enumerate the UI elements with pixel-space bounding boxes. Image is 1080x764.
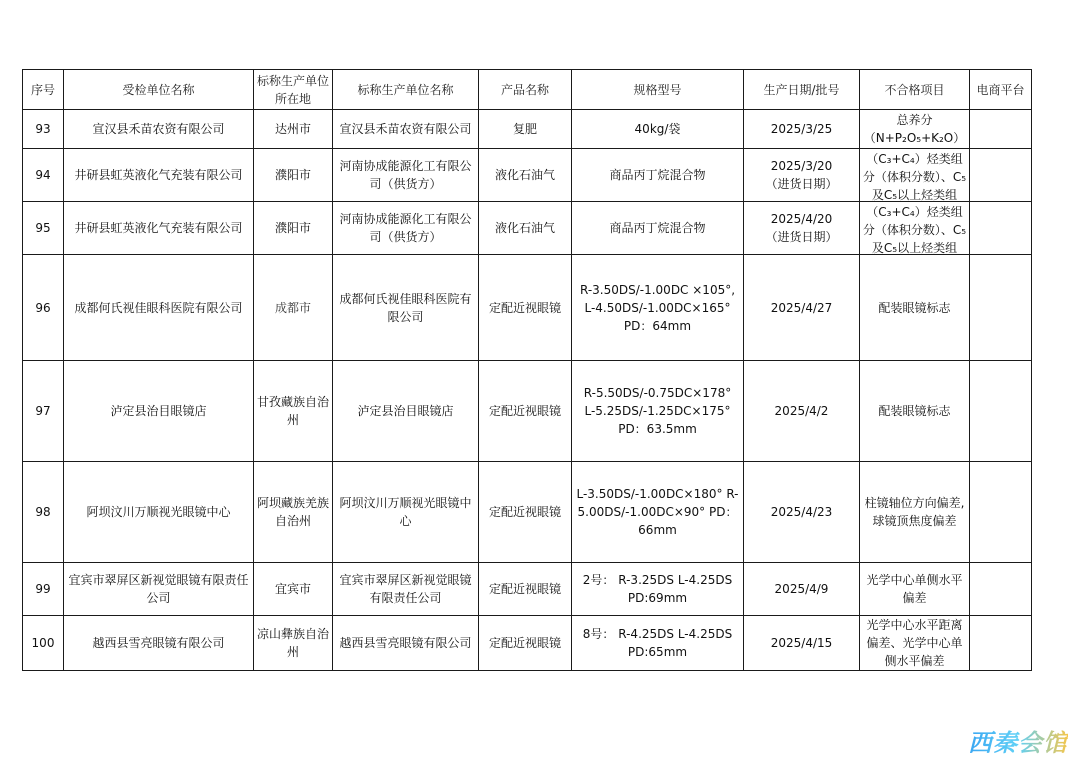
cell-spec xyxy=(572,563,744,616)
cell-seq: 98 xyxy=(23,462,64,563)
cell-spec: 40kg/袋 xyxy=(572,110,744,149)
cell-producer-location: 成都市 xyxy=(254,255,333,361)
cell-producer-location: 阿坝藏族羌族自治州 xyxy=(254,462,333,563)
cell-spec xyxy=(572,462,744,563)
cell-platform xyxy=(970,110,1032,149)
cell-producer-location: 达州市 xyxy=(254,110,333,149)
fail-item-line: 球镜顶焦度偏差 xyxy=(872,514,957,528)
cell-fail-item xyxy=(860,202,970,255)
spec-line: PD：64mm xyxy=(623,318,692,333)
cell-seq: 99 xyxy=(23,563,64,616)
cell-spec xyxy=(572,616,744,671)
spec-line: PD:69mm xyxy=(627,591,688,605)
cell-producer-name: 宣汉县禾苗农资有限公司 xyxy=(333,110,479,149)
fail-item-text: （C₃+C₄）烃类组分（体积分数）、C₅及C₅以上烃类组 xyxy=(862,151,967,201)
cell-product: 复肥 xyxy=(479,110,572,149)
table-row xyxy=(23,361,1032,462)
cell-spec: 商品丙丁烷混合物 xyxy=(572,202,744,255)
header-seq: 序号 xyxy=(23,70,64,110)
cell-platform xyxy=(970,462,1032,563)
spec-line: R-3.50DS/-1.00DC ×105°, xyxy=(579,282,736,297)
spec-line: 8号： R-4.25DS L-4.25DS xyxy=(582,627,733,641)
cell-inspected-unit: 越西县雪亮眼镜有限公司 xyxy=(64,616,254,671)
cell-date: 2025/3/25 xyxy=(744,110,860,149)
cell-fail-item: 光学中心水平距离偏差、光学中心单侧水平偏差 xyxy=(860,616,970,671)
header-fail-item: 不合格项目 xyxy=(860,70,970,110)
header-inspected-unit: 受检单位名称 xyxy=(64,70,254,110)
cell-producer-name: 河南协成能源化工有限公司（供货方） xyxy=(333,149,479,202)
table-row xyxy=(23,202,1032,255)
cell-seq: 97 xyxy=(23,361,64,462)
table-row xyxy=(23,255,1032,361)
cell-seq: 95 xyxy=(23,202,64,255)
spec-line: L-3.50DS/-1.00DC×180° R- xyxy=(576,487,739,501)
cell-producer-location: 宜宾市 xyxy=(254,563,333,616)
cell-fail-item: 配装眼镜标志 xyxy=(860,255,970,361)
cell-inspected-unit: 宜宾市翠屏区新视觉眼镜有限责任公司 xyxy=(64,563,254,616)
header-producer-name: 标称生产单位名称 xyxy=(333,70,479,110)
cell-spec: 商品丙丁烷混合物 xyxy=(572,149,744,202)
watermark-logo: 西秦会馆 xyxy=(968,723,1068,758)
cell-platform xyxy=(970,255,1032,361)
header-platform: 电商平台 xyxy=(970,70,1032,110)
inspection-results-table xyxy=(22,69,1032,671)
header-spec: 规格型号 xyxy=(572,70,744,110)
cell-producer-location: 凉山彝族自治州 xyxy=(254,616,333,671)
cell-fail-item xyxy=(860,149,970,202)
cell-inspected-unit: 宣汉县禾苗农资有限公司 xyxy=(64,110,254,149)
cell-product: 定配近视眼镜 xyxy=(479,255,572,361)
cell-seq: 96 xyxy=(23,255,64,361)
cell-producer-name: 成都何氏视佳眼科医院有限公司 xyxy=(333,255,479,361)
cell-date xyxy=(744,149,860,202)
header-product: 产品名称 xyxy=(479,70,572,110)
cell-producer-location: 濮阳市 xyxy=(254,149,333,202)
cell-fail-item xyxy=(860,462,970,563)
table-row xyxy=(23,149,1032,202)
fail-item-line: （N+P₂O₅+K₂O） xyxy=(863,131,966,145)
cell-date: 2025/4/15 xyxy=(744,616,860,671)
cell-producer-name: 河南协成能源化工有限公司（供货方） xyxy=(333,202,479,255)
cell-date: 2025/4/9 xyxy=(744,563,860,616)
cell-product: 液化石油气 xyxy=(479,149,572,202)
fail-item-text: （C₃+C₄）烃类组分（体积分数）、C₅及C₅以上烃类组 xyxy=(862,204,967,254)
spec-line: R-5.50DS/-0.75DC×178° xyxy=(583,386,732,400)
cell-inspected-unit: 成都何氏视佳眼科医院有限公司 xyxy=(64,255,254,361)
cell-seq: 100 xyxy=(23,616,64,671)
table-row xyxy=(23,110,1032,149)
cell-date xyxy=(744,202,860,255)
cell-platform xyxy=(970,361,1032,462)
spec-line: 66mm xyxy=(638,523,677,537)
spec-line: 2号： R-3.25DS L-4.25DS xyxy=(582,573,733,587)
cell-date: 2025/4/23 xyxy=(744,462,860,563)
cell-seq: 93 xyxy=(23,110,64,149)
spec-line: PD:65mm xyxy=(627,645,688,659)
date-note: （进货日期） xyxy=(765,177,838,191)
spec-line: 5.00DS/-1.00DC×90° PD： xyxy=(577,505,738,519)
date-line: 2025/3/20 xyxy=(770,159,833,173)
cell-fail-item: 光学中心单侧水平偏差 xyxy=(860,563,970,616)
header-date: 生产日期/批号 xyxy=(744,70,860,110)
cell-producer-location: 濮阳市 xyxy=(254,202,333,255)
cell-producer-name: 泸定县治目眼镜店 xyxy=(333,361,479,462)
date-line: 2025/4/20 xyxy=(770,212,833,226)
cell-date: 2025/4/2 xyxy=(744,361,860,462)
cell-fail-item xyxy=(860,110,970,149)
table-row xyxy=(23,462,1032,563)
cell-producer-name: 阿坝汶川万顺视光眼镜中心 xyxy=(333,462,479,563)
cell-fail-item: 配装眼镜标志 xyxy=(860,361,970,462)
cell-seq: 94 xyxy=(23,149,64,202)
spec-line: L-5.25DS/-1.25DC×175° xyxy=(584,404,731,418)
cell-product: 液化石油气 xyxy=(479,202,572,255)
cell-platform xyxy=(970,616,1032,671)
fail-item-line: 柱镜轴位方向偏差, xyxy=(864,496,965,510)
header-row xyxy=(23,70,1032,110)
cell-platform xyxy=(970,563,1032,616)
cell-product: 定配近视眼镜 xyxy=(479,563,572,616)
table-row xyxy=(23,563,1032,616)
cell-inspected-unit: 泸定县治目眼镜店 xyxy=(64,361,254,462)
cell-product: 定配近视眼镜 xyxy=(479,616,572,671)
table-row xyxy=(23,616,1032,671)
spec-line: L-4.50DS/-1.00DC×165° xyxy=(584,300,731,315)
cell-platform xyxy=(970,202,1032,255)
cell-date: 2025/4/27 xyxy=(744,255,860,361)
cell-inspected-unit: 井研县虹英液化气充装有限公司 xyxy=(64,149,254,202)
header-producer-location: 标称生产单位所在地 xyxy=(254,70,333,110)
fail-item-line: 总养分 xyxy=(896,113,933,127)
spec-line: PD：63.5mm xyxy=(618,422,697,436)
cell-producer-location: 甘孜藏族自治州 xyxy=(254,361,333,462)
cell-product: 定配近视眼镜 xyxy=(479,361,572,462)
cell-producer-name: 宜宾市翠屏区新视觉眼镜有限责任公司 xyxy=(333,563,479,616)
cell-spec xyxy=(572,255,744,361)
cell-platform xyxy=(970,149,1032,202)
cell-inspected-unit: 阿坝汶川万顺视光眼镜中心 xyxy=(64,462,254,563)
cell-spec xyxy=(572,361,744,462)
cell-product: 定配近视眼镜 xyxy=(479,462,572,563)
date-note: （进货日期） xyxy=(765,230,838,244)
cell-inspected-unit: 井研县虹英液化气充装有限公司 xyxy=(64,202,254,255)
cell-producer-name: 越西县雪亮眼镜有限公司 xyxy=(333,616,479,671)
